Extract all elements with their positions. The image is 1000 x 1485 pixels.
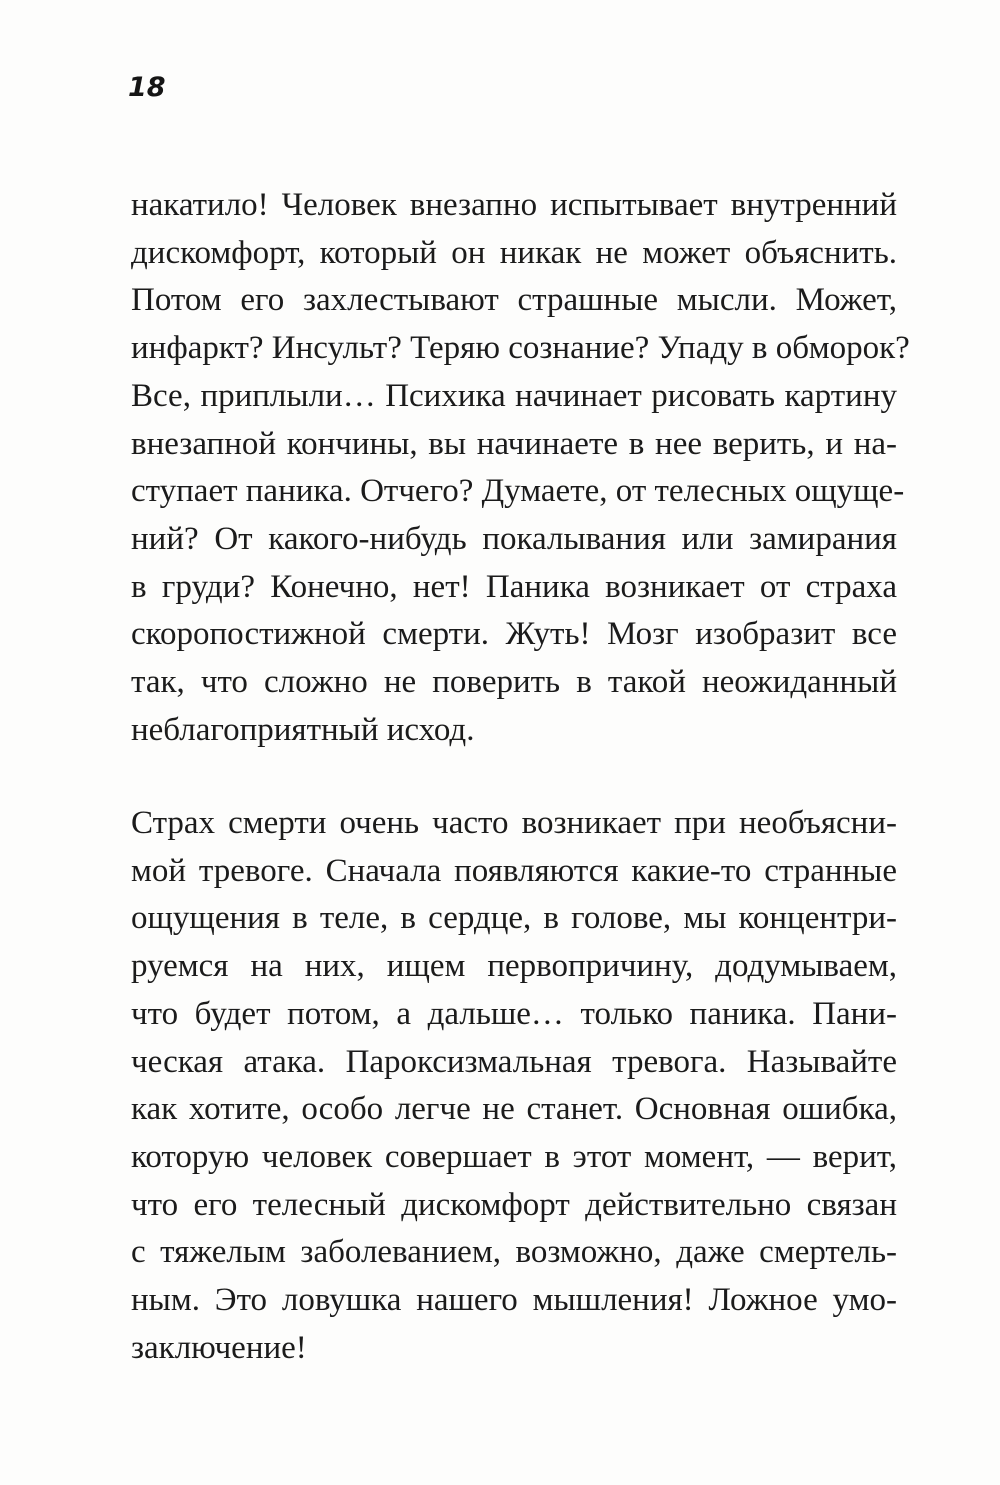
text-line: руемся на них, ищем первопричину, додумываем, (131, 948, 897, 985)
text-line: в груди? Конечно, нет! Паника возникает от страха (131, 568, 897, 605)
text-line: неблагоприятный исход. (131, 711, 475, 748)
text-line: инфаркт? Инсульт? Теряю сознание? Упаду в обморок? (131, 330, 910, 367)
text-line: что его телесный дискомфорт действительно связан (131, 1186, 897, 1223)
text-line: Потом его захлестывают страшные мысли. Может, (131, 282, 897, 319)
text-line: ступает паника. Отчего? Думаете, от телесных ощуще- (131, 473, 905, 510)
text-line: ощущения в теле, в сердце, в голове, мы концентри- (131, 900, 897, 937)
text-line: как хотите, особо легче не станет. Основная ошибка, (131, 1091, 897, 1128)
text-line: с тяжелым заболеванием, возможно, даже смертель- (131, 1234, 897, 1271)
text-line: заключение! (131, 1329, 307, 1366)
text-line: дискомфорт, который он никак не может объяснить. (131, 234, 897, 271)
text-line: так, что сложно не поверить в такой неожиданный (131, 664, 897, 701)
text-line: накатило! Человек внезапно испытывает внутренний (131, 187, 897, 223)
text-line: внезапной кончины, вы начинаете в нее верить, и на- (131, 425, 897, 462)
text-line: ний? От какого-нибудь покалывания или замирания (131, 520, 897, 557)
text-line: что будет потом, а дальше… только паника. Пани- (131, 995, 897, 1032)
paragraph-2 (131, 800, 897, 1372)
text-line: которую человек совершает в этот момент, — верит, (131, 1138, 897, 1175)
paragraph-1 (131, 182, 910, 754)
text-line: скоропостижной смерти. Жуть! Мозг изобразит все (131, 616, 897, 653)
text-line: ческая атака. Пароксизмальная тревога. Называйте (131, 1043, 897, 1080)
text-line: Все, приплыли… Психика начинает рисовать картину (131, 377, 897, 414)
page-number: 18 (128, 72, 166, 103)
text-line: мой тревоге. Сначала появляются какие-то странные (131, 852, 897, 889)
text-line: ным. Это ловушка нашего мышления! Ложное умо- (131, 1282, 897, 1319)
text-line: Страх смерти очень часто возникает при необъясни- (131, 805, 897, 841)
